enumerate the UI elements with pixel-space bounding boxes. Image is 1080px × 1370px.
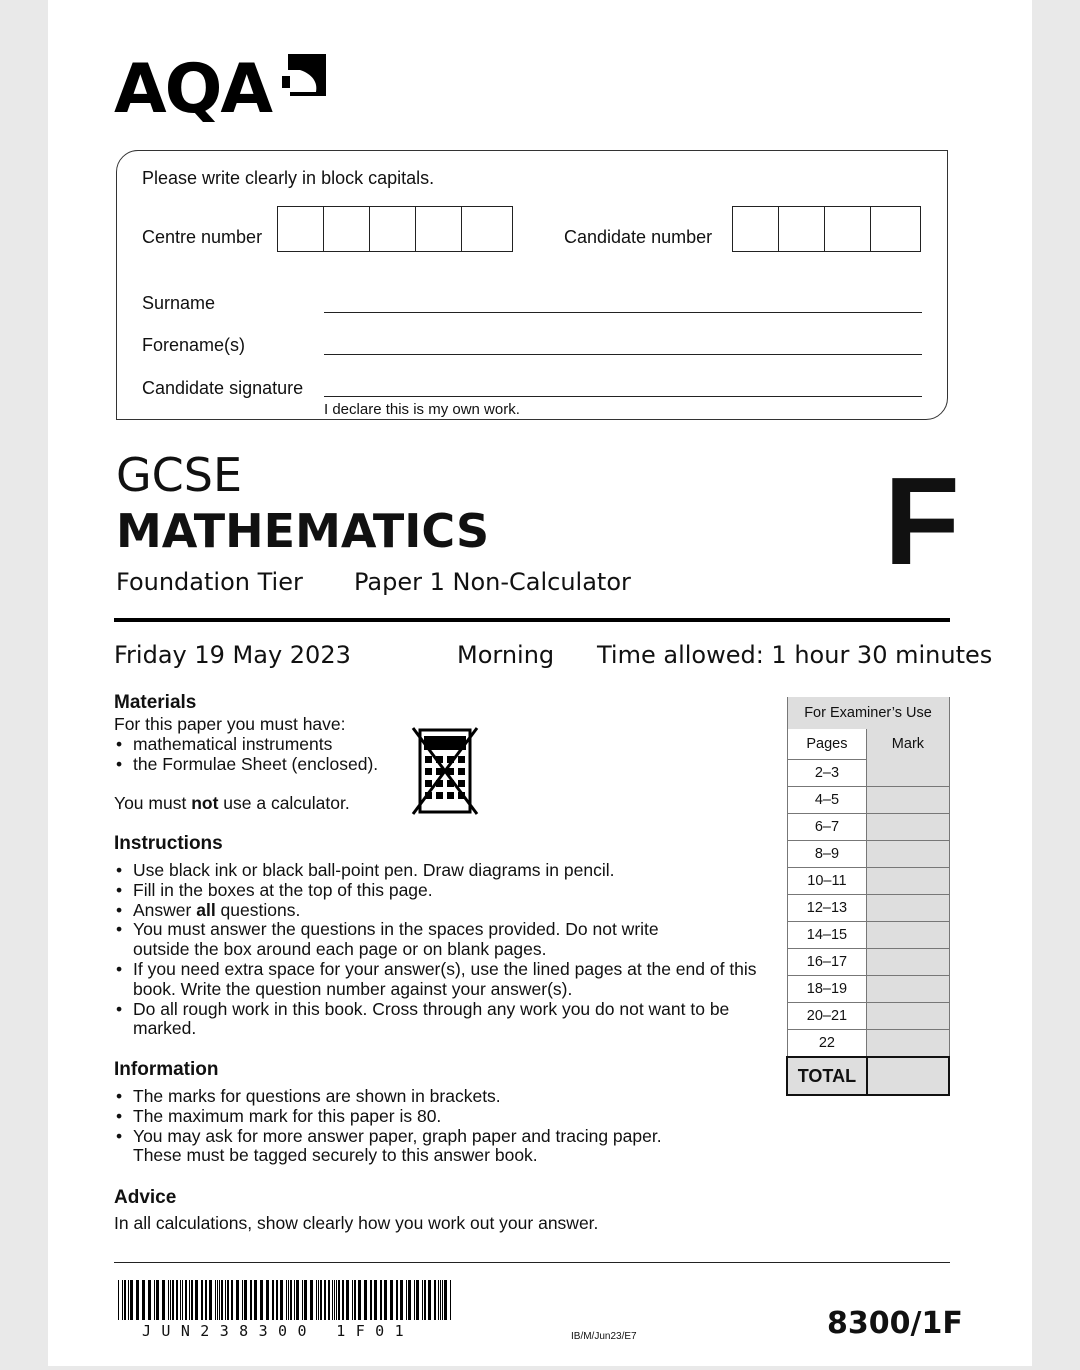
list-item: • Answer all questions. (114, 901, 764, 921)
table-row: 6–7 (787, 814, 867, 841)
advice-heading: Advice (114, 1187, 177, 1208)
materials-section (114, 715, 414, 814)
mark-cell (867, 1003, 949, 1030)
mark-cell (867, 949, 949, 976)
mark-cell (867, 841, 949, 868)
candidate-number-digit[interactable] (733, 207, 779, 251)
signature-label: Candidate signature (142, 378, 304, 398)
pages-column-header: Pages (787, 729, 867, 760)
mark-cell (867, 814, 949, 841)
mark-cell (867, 895, 949, 922)
surname-line[interactable] (324, 312, 922, 313)
exam-session: Morning (457, 641, 555, 669)
mark-cell (867, 976, 949, 1003)
candidate-number-boxes[interactable] (732, 206, 921, 252)
instructions-list (114, 861, 764, 1039)
table-row: 4–5 (787, 787, 867, 814)
examiner-use-table (786, 697, 950, 1096)
block-capitals-instruction: Please write clearly in block capitals. (142, 168, 435, 188)
list-item: • If you need extra space for your answer(s), use the lined pages at the end of this book. Write the question number against your answer(s). (114, 960, 764, 1000)
tier-letter: F (884, 453, 960, 591)
divider (114, 618, 950, 622)
barcode-text: JUN238300 1F01 (142, 1322, 415, 1340)
paper-label: Paper 1 Non-Calculator (354, 568, 631, 596)
surname-label: Surname (142, 293, 216, 313)
list-item: • The marks for questions are shown in brackets. (114, 1087, 714, 1107)
candidate-number-digit[interactable] (779, 207, 825, 251)
time-allowed: Time allowed: 1 hour 30 minutes (597, 641, 993, 669)
list-item: • The maximum mark for this paper is 80. (114, 1107, 714, 1127)
mark-cell (867, 760, 949, 787)
table-row: 10–11 (787, 868, 867, 895)
candidate-number-label: Candidate number (564, 227, 713, 247)
footer-divider (114, 1262, 950, 1263)
exam-cover-page (48, 0, 1032, 1366)
qualification-title: GCSE (116, 448, 243, 502)
list-item: • Fill in the boxes at the top of this page. (114, 881, 764, 901)
list-item: • You may ask for more answer paper, graph paper and tracing paper. These must be tagged securely to this answer book. (114, 1127, 714, 1167)
aqa-logo: AQA (114, 50, 272, 129)
own-work-declaration: I declare this is my own work. (324, 401, 520, 418)
forenames-label: Forename(s) (142, 335, 246, 355)
mark-cell (867, 868, 949, 895)
centre-number-label: Centre number (142, 227, 263, 247)
table-row: 12–13 (787, 895, 867, 922)
table-row: 18–19 (787, 976, 867, 1003)
subject-title: MATHEMATICS (116, 504, 490, 558)
centre-number-digit[interactable] (370, 207, 416, 251)
centre-number-boxes[interactable] (277, 206, 513, 252)
aqa-logo-mark-icon (280, 52, 328, 102)
table-row: 14–15 (787, 922, 867, 949)
no-calculator-icon (410, 726, 480, 816)
forenames-line[interactable] (324, 354, 922, 355)
paper-code: 8300/1F (827, 1306, 963, 1341)
exam-date: Friday 19 May 2023 (114, 641, 351, 669)
centre-number-digit[interactable] (416, 207, 462, 251)
examiner-table-title: For Examiner’s Use (787, 697, 949, 729)
instructions-heading: Instructions (114, 833, 223, 854)
mark-cell (867, 1030, 949, 1058)
table-row: 2–3 (787, 760, 867, 787)
mark-cell (867, 787, 949, 814)
materials-intro: For this paper you must have: (114, 714, 346, 734)
list-item: • You must answer the questions in the spaces provided. Do not write outside the box around each page or on blank pages. (114, 920, 764, 960)
list-item: • Do all rough work in this book. Cross through any work you do not want to be marked. (114, 1000, 764, 1040)
barcode-icon (118, 1280, 454, 1322)
table-row: 22 (787, 1030, 867, 1058)
list-item: • mathematical instruments (114, 735, 414, 755)
signature-line[interactable] (324, 396, 922, 397)
mark-cell (867, 922, 949, 949)
candidate-number-digit[interactable] (871, 207, 917, 251)
materials-heading: Materials (114, 692, 197, 713)
information-heading: Information (114, 1059, 219, 1080)
table-row: 20–21 (787, 1003, 867, 1030)
advice-text: In all calculations, show clearly how you work out your answer. (114, 1213, 599, 1233)
table-row: 8–9 (787, 841, 867, 868)
centre-number-digit[interactable] (462, 207, 508, 251)
no-calculator-note: You must not use a calculator. (114, 793, 350, 814)
list-item: • the Formulae Sheet (enclosed). (114, 755, 414, 775)
candidate-number-digit[interactable] (825, 207, 871, 251)
document-reference: IB/M/Jun23/E7 (571, 1331, 637, 1342)
centre-number-digit[interactable] (278, 207, 324, 251)
mark-column-header: Mark (867, 729, 949, 760)
tier-label: Foundation Tier (116, 568, 303, 596)
materials-list (114, 735, 414, 775)
table-row: 16–17 (787, 949, 867, 976)
total-mark-cell (867, 1057, 949, 1095)
information-list (114, 1087, 714, 1166)
centre-number-digit[interactable] (324, 207, 370, 251)
total-label: TOTAL (787, 1057, 867, 1095)
list-item: • Use black ink or black ball-point pen. Draw diagrams in pencil. (114, 861, 764, 881)
